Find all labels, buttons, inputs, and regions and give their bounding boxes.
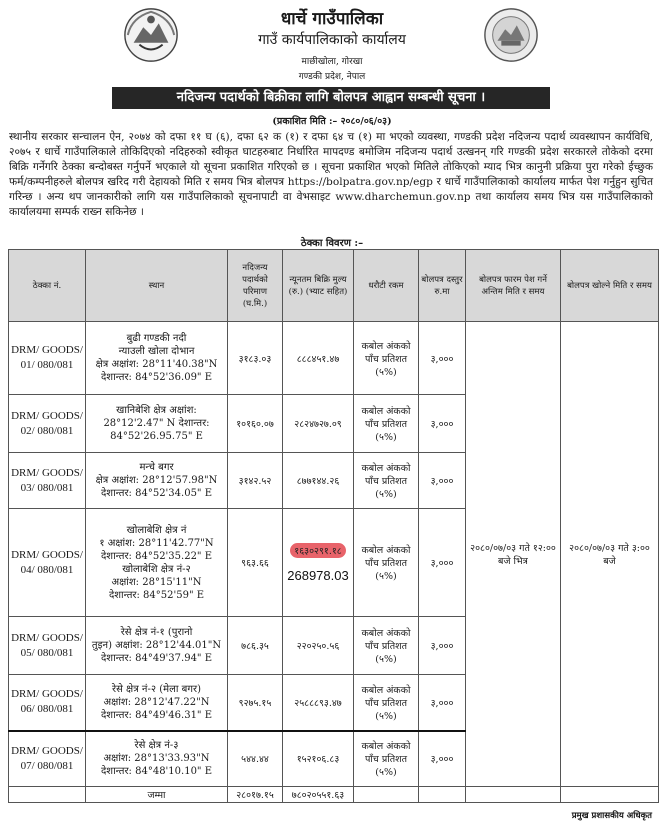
longitude: देशान्तर: 84°48'10.10" E bbox=[100, 766, 213, 778]
header-deadline: बोलपत्र फारम पेश गर्ने अन्तिम मिति र समय bbox=[466, 250, 561, 322]
notice-body: स्थानीय सरकार सन्चालन ऐन, २०७४ को दफा ११ घ (६), दफा ६२ क (१) र दफा ६४ च (१) मा भएको व्यवस्था, गण्डकी प्रदेश नदिजन्य पदार्थ व्यवस्थापन कार्यविधि, २०७५ र धार्चे गाउँपालिकाले तोकिदिएको नदिहरुको स्वीकृत घाटहरुबाट निर्धारित मापदण्ड बमोजिम नदिजन्य पदार्थ उत्खनन् गरि गण्डकी प्रदेश सरकारले तोकेको दरमा बिक्रि गर्नेगरि ठेक्का बन्दोबस्त गर्नुपर्ने भएकाले यो सूचना प्रकाशित गरिएको छ । सूचना प्रकाशित भएको मितिले तोकिएको म्याद भित्र कानुनी प्रक्रिया पुरा गरेको ईच्छुक फर्म/कम्पनीहरुले बोलपत्र खरिद गरी देहायको मिति र समय भित्र बोलपत्र https://bolpatra.gov.np/egp र धार्चे गाउँपालिकाको कार्यालय मार्फत पेश गर्नुहुन सुचित गरिन्छ । अन्य थप जानकारीको लागि यस गाउँपालिकाको सूचनापाटी वा वेभसाइट www.dharchemun.gov.np तथा कार्यालय समय भित्र यस गाउँपालिकाको कार्यालयमा सम्पर्क राख्न सकिनेछ । bbox=[9, 131, 653, 218]
latitude: अक्षांश: 28°15'11"N bbox=[111, 576, 202, 588]
deposit: कबोल अंकको पाँच प्रतिशत (५%) bbox=[354, 322, 419, 395]
fee: ३,००० bbox=[419, 731, 466, 787]
total-empty bbox=[354, 787, 419, 803]
longitude: 84°52'26.95.75" E bbox=[110, 431, 203, 442]
deposit: कबोल अंकको पाँच प्रतिशत (५%) bbox=[354, 453, 419, 509]
deposit: कबोल अंकको पाँच प्रतिशत (५%) bbox=[354, 509, 419, 617]
total-row bbox=[9, 787, 659, 803]
header-min-price: न्यूनतम बिक्रि मुल्य (रु.) (भ्याट सहित) bbox=[283, 250, 354, 322]
header-deposit: धरौटी रकम bbox=[354, 250, 419, 322]
highlighted-price: १६३०२९१.१८ bbox=[290, 543, 345, 558]
deadline: २०८०/०७/०३ गते १२:०० बजे भित्र bbox=[466, 322, 561, 787]
min-price: २२०२५०.५६ bbox=[283, 617, 354, 675]
address-line-2: गण्डकी प्रदेश, नेपाल bbox=[298, 72, 366, 82]
longitude: देशान्तर: 84°49'37.94" E bbox=[100, 653, 213, 664]
header-contract-no: ठेक्का नं. bbox=[9, 250, 86, 322]
contract-no: DRM/ GOODS/ 05/ 080/081 bbox=[9, 617, 86, 675]
min-price: १५२१०६.८३ bbox=[283, 731, 354, 787]
fee: ३,००० bbox=[419, 675, 466, 731]
latitude: अक्षांश: 28°13'33.93"N bbox=[103, 753, 210, 765]
municipality-title: धार्चे गाउँपालिका bbox=[280, 9, 384, 29]
quantity: ७८६.३५ bbox=[228, 617, 283, 675]
longitude: देशान्तर: 84°52'34.05" E bbox=[100, 488, 213, 499]
contract-no: DRM/ GOODS/ 04/ 080/081 bbox=[9, 509, 86, 617]
table-row bbox=[9, 322, 659, 395]
deposit: कबोल अंकको पाँच प्रतिशत (५%) bbox=[354, 675, 419, 731]
location-cell bbox=[86, 453, 228, 509]
contract-table bbox=[8, 249, 659, 803]
contract-no: DRM/ GOODS/ 03/ 080/081 bbox=[9, 453, 86, 509]
longitude: देशान्तर: 84°52'59" E bbox=[108, 589, 205, 601]
quantity: ५४४.४४ bbox=[228, 731, 283, 787]
quantity: १०१६०.०७ bbox=[228, 395, 283, 453]
notice-banner: नदिजन्य पदार्थको बिक्रीका लागि बोलपत्र आह्वान सम्बन्धी सूचना । bbox=[112, 87, 550, 109]
quantity: ९६३.६६ bbox=[228, 509, 283, 617]
min-price: ८८८४५१.४७ bbox=[283, 322, 354, 395]
location-cell bbox=[86, 731, 228, 787]
published-date: (प्रकाशित मिति :– २०८०/०६/०३) bbox=[272, 116, 392, 127]
total-spacer bbox=[9, 787, 86, 803]
quantity: ३१४२.५२ bbox=[228, 453, 283, 509]
location-cell bbox=[86, 509, 228, 617]
office-subtitle: गाउँ कार्यपालिकाको कार्यालय bbox=[258, 32, 406, 48]
latitude: क्षेत्र अक्षांश: 28°11'40.38"N bbox=[95, 359, 218, 370]
min-price: २८२४७२७.०९ bbox=[283, 395, 354, 453]
location-cell bbox=[86, 322, 228, 395]
latitude: क्षेत्र अक्षांश: 28°12'57.98"N bbox=[95, 475, 218, 486]
address-line-1: माछीखोला, गोरखा bbox=[301, 57, 363, 67]
longitude: देशान्तर: 84°52'35.22" E bbox=[100, 550, 213, 562]
latitude: तुइन) अक्षांश: 28°12'44.01"N bbox=[91, 640, 222, 651]
location-line: खोलाबेशि क्षेत्र नं-२ bbox=[122, 563, 191, 575]
location-line: मन्चे बगर bbox=[139, 462, 174, 473]
fee: ३,००० bbox=[419, 509, 466, 617]
fee: ३,००० bbox=[419, 322, 466, 395]
location-line: रेसे क्षेत्र नं-१ (पुरानो bbox=[120, 627, 193, 638]
longitude: देशान्तर: 84°52'36.09" E bbox=[100, 372, 213, 383]
min-price-cell bbox=[283, 509, 354, 617]
total-price: ७८०२०५५१.६३ bbox=[283, 787, 354, 803]
total-empty bbox=[419, 787, 466, 803]
fee: ३,००० bbox=[419, 395, 466, 453]
total-quantity: २८०१७.१५ bbox=[228, 787, 283, 803]
location-line: रेसे क्षेत्र नं-२ (मेला बगर) bbox=[112, 683, 201, 695]
signature-title: प्रमुख प्रशासकीय अधिकृत bbox=[571, 811, 652, 821]
contract-no: DRM/ GOODS/ 01/ 080/081 bbox=[9, 322, 86, 395]
longitude: देशान्तर: 84°49'46.31" E bbox=[100, 709, 213, 721]
deposit: कबोल अंकको पाँच प्रतिशत (५%) bbox=[354, 617, 419, 675]
fee: ३,००० bbox=[419, 617, 466, 675]
opening: २०८०/०७/०३ गते ३:०० बजे bbox=[561, 322, 659, 787]
handwritten-price: 268978.03 bbox=[287, 567, 349, 583]
min-price: २५८८८९३.४७ bbox=[283, 675, 354, 731]
location-line: न्याउली खोला दोभान bbox=[118, 346, 195, 357]
total-label: जम्मा bbox=[86, 787, 228, 803]
table-title: ठेक्का विवरण :– bbox=[300, 238, 364, 249]
contract-no: DRM/ GOODS/ 02/ 080/081 bbox=[9, 395, 86, 453]
header-location: स्थान bbox=[86, 250, 228, 322]
location-line: खानिबेशि क्षेत्र अक्षांश: bbox=[116, 405, 197, 416]
contract-no: DRM/ GOODS/ 07/ 080/081 bbox=[9, 731, 86, 787]
location-cell bbox=[86, 395, 228, 453]
latitude: 28°12'2.47" N देशान्तर: bbox=[103, 418, 210, 429]
quantity: ३१८३.०३ bbox=[228, 322, 283, 395]
header-quantity: नदिजन्य पदार्थको परिमाण (घ.मि.) bbox=[228, 250, 283, 322]
quantity: ९२७५.१५ bbox=[228, 675, 283, 731]
header-fee: बोलपत्र दस्तुर रु.मा bbox=[419, 250, 466, 322]
latitude: १ अक्षांश: 28°11'42.77"N bbox=[99, 537, 214, 549]
deposit: कबोल अंकको पाँच प्रतिशत (५%) bbox=[354, 395, 419, 453]
fee: ३,००० bbox=[419, 453, 466, 509]
min-price: ८७७१४४.२६ bbox=[283, 453, 354, 509]
location-line: खोलाबेशि क्षेत्र नं bbox=[126, 524, 187, 536]
deposit: कबोल अंकको पाँच प्रतिशत (५%) bbox=[354, 731, 419, 787]
location-line: रेसे क्षेत्र नं-३ bbox=[134, 740, 179, 752]
table-header-row bbox=[9, 250, 659, 322]
total-empty bbox=[466, 787, 561, 803]
location-cell bbox=[86, 675, 228, 731]
location-line: बुढी गण्डकी नदी bbox=[126, 333, 187, 344]
contract-no: DRM/ GOODS/ 06/ 080/081 bbox=[9, 675, 86, 731]
location-cell bbox=[86, 617, 228, 675]
header-opening: बोलपत्र खोल्ने मिति र समय bbox=[561, 250, 659, 322]
total-empty bbox=[561, 787, 659, 803]
latitude: अक्षांश: 28°12'47.22"N bbox=[103, 696, 210, 708]
